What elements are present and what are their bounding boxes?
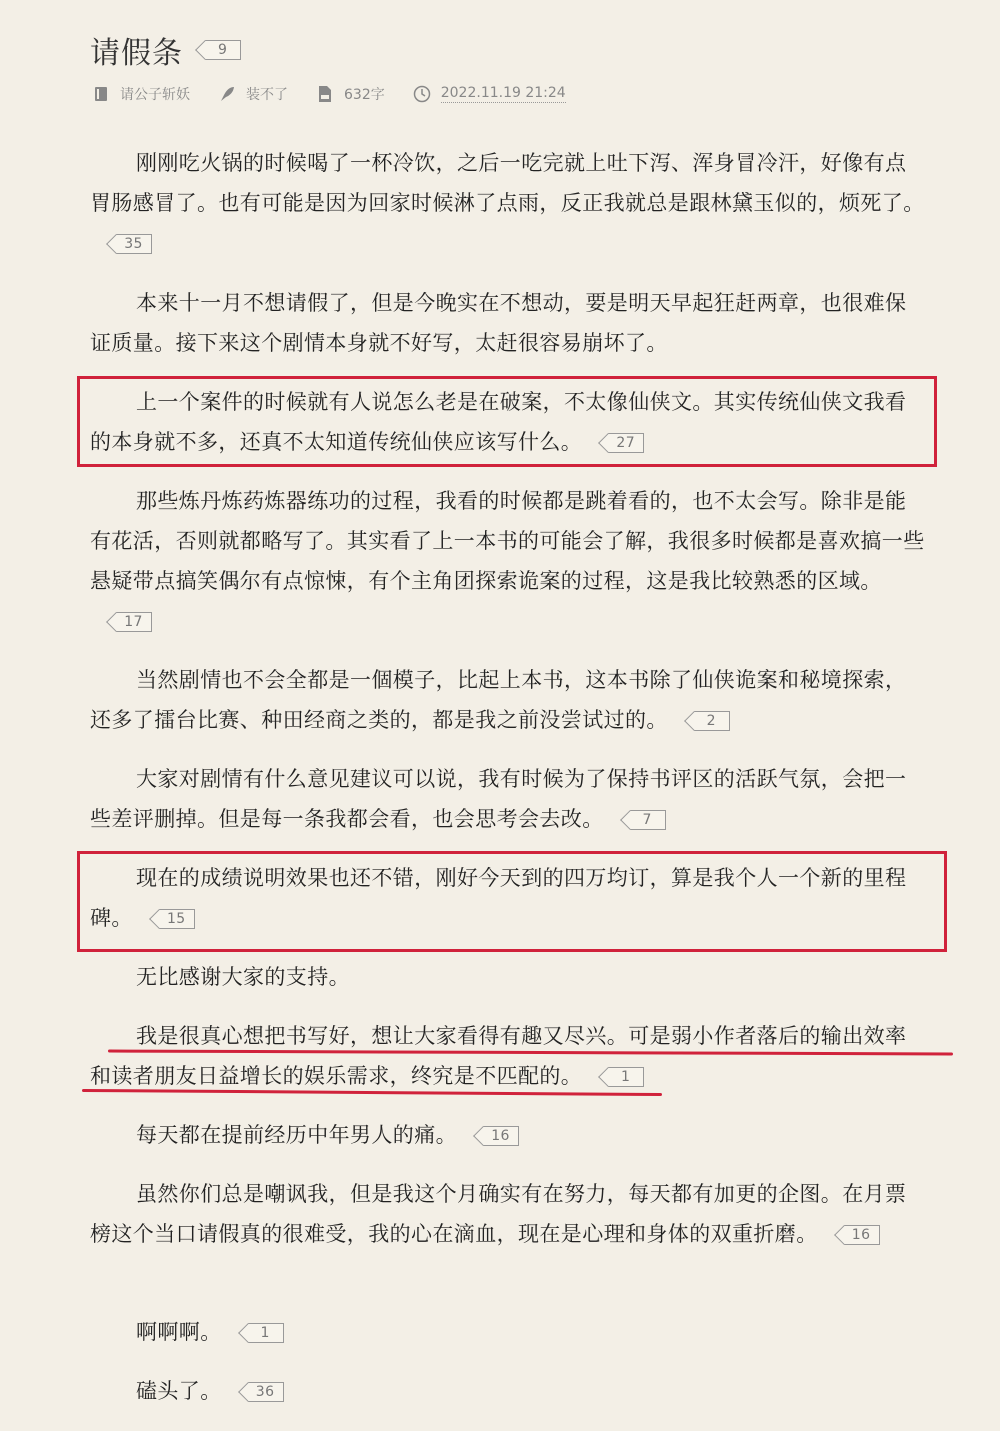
paragraph [90, 957, 925, 997]
book-icon [92, 85, 110, 103]
word-count: 632字 [344, 87, 385, 103]
paragraph-text: 磕头了。 [136, 1379, 222, 1403]
comment-count-badge[interactable] [205, 40, 241, 60]
paragraph-comment-count: 2 [706, 713, 716, 729]
paragraph-text: 我是很真心想把书写好，想让大家看得有趣又尽兴。可是弱小作者落后的输出效率和读者朋友日益增长的娱乐需求，终究是不匹配的。 [90, 1024, 907, 1088]
paragraph-comment-badge[interactable] [248, 1323, 284, 1343]
paragraph-comment-badge[interactable] [248, 1382, 284, 1402]
paragraph [90, 1371, 925, 1411]
paragraph-comment-count: 1 [260, 1325, 270, 1341]
paragraph-comment-count: 35 [124, 236, 143, 252]
highlight-box [77, 376, 937, 467]
author-name: 请公子斩妖 [120, 87, 190, 103]
paragraph [90, 283, 925, 363]
quill-icon [218, 85, 236, 103]
paragraph-text: 刚刚吃火锅的时候喝了一杯冷饮，之后一吃完就上吐下泻、浑身冒冷汗，好像有点胃肠感冒了。也有可能是因为回家时候淋了点雨，反正我就总是跟林黛玉似的，烦死了。 [90, 151, 925, 215]
paragraph-comment-badge[interactable] [694, 711, 730, 731]
paragraph [90, 143, 925, 263]
paragraph-comment-count: 27 [616, 435, 636, 451]
paragraph-text: 每天都在提前经历中年男人的痛。 [136, 1123, 457, 1147]
book-name: 装不了 [246, 87, 288, 103]
paragraph [90, 759, 925, 839]
document-icon [316, 85, 334, 103]
paragraph-comment-badge[interactable] [116, 612, 152, 632]
paragraph [90, 1115, 925, 1155]
paragraph [90, 481, 925, 641]
paragraph-comment-count: 16 [851, 1227, 871, 1243]
meta-author[interactable] [92, 84, 190, 104]
article-title: 请假条 [90, 36, 183, 71]
paragraph [90, 1174, 925, 1254]
paragraph-text: 本来十一月不想请假了，但是今晚实在不想动，要是明天早起狂赶两章，也很难保证质量。接下来这个剧情本身就不好写，太赶很容易崩坏了。 [90, 291, 907, 355]
paragraph [90, 660, 925, 740]
meta-word-count [316, 84, 385, 104]
highlight-box [77, 851, 947, 952]
paragraph-text: 无比感谢大家的支持。 [136, 965, 350, 989]
paragraph-comment-badge[interactable] [483, 1126, 519, 1146]
paragraph-comment-count: 16 [491, 1128, 510, 1144]
paragraph [90, 1312, 925, 1352]
paragraph-comment-count: 7 [642, 812, 652, 828]
paragraph-text: 现在的成绩说明效果也还不错，刚好今天到的四万均订，算是我个人一个新的里程碑。 [90, 866, 907, 930]
paragraph-comment-count: 15 [167, 911, 186, 927]
paragraph-comment-count: 1 [621, 1069, 631, 1085]
meta-datetime [413, 85, 566, 103]
paragraph-comment-count: 36 [255, 1384, 275, 1400]
paragraph-comment-badge[interactable] [844, 1225, 880, 1245]
paragraph-text: 上一个案件的时候就有人说怎么老是在破案，不太像仙侠文。其实传统仙侠文我看的本身就不多，还真不太知道传统仙侠应该写什么。 [90, 390, 907, 454]
paragraph-comment-badge[interactable] [608, 1067, 644, 1087]
publish-datetime: 2022.11.19 21:24 [440, 85, 566, 101]
paragraph-comment-badge[interactable] [630, 810, 666, 830]
paragraph-comment-badge[interactable] [116, 234, 152, 254]
paragraph [90, 1016, 925, 1096]
paragraph-text: 当然剧情也不会全都是一個模子，比起上本书，这本书除了仙侠诡案和秘境探索，还多了擂台比赛、种田经商之类的，都是我之前没尝试过的。 [90, 668, 907, 732]
paragraph-text: 虽然你们总是嘲讽我，但是我这个月确实有在努力，每天都有加更的企图。在月票榜这个当口请假真的很难受，我的心在滴血，现在是心理和身体的双重折磨。 [90, 1182, 907, 1246]
clock-icon [413, 85, 431, 103]
title-row [90, 28, 241, 72]
comment-count: 9 [218, 42, 227, 58]
paragraph-text: 大家对剧情有什么意见建议可以说，我有时候为了保持书评区的活跃气氛，会把一些差评删掉。但是每一条我都会看，也会思考会去改。 [90, 767, 907, 831]
meta-book[interactable] [218, 84, 288, 104]
paragraph-text: 那些炼丹炼药炼器练功的过程，我看的时候都是跳着看的，也不太会写。除非是能有花活，否则就都略写了。其实看了上一本书的可能会了解，我很多时候都是喜欢搞一些悬疑带点搞笑偶尔有点惊悚，有个主角团探索诡案的过程，这是我比较熟悉的区域。 [90, 489, 925, 593]
article-meta [92, 84, 594, 104]
paragraph-text: 啊啊啊。 [136, 1320, 222, 1344]
paragraph-comment-count: 17 [124, 614, 143, 630]
